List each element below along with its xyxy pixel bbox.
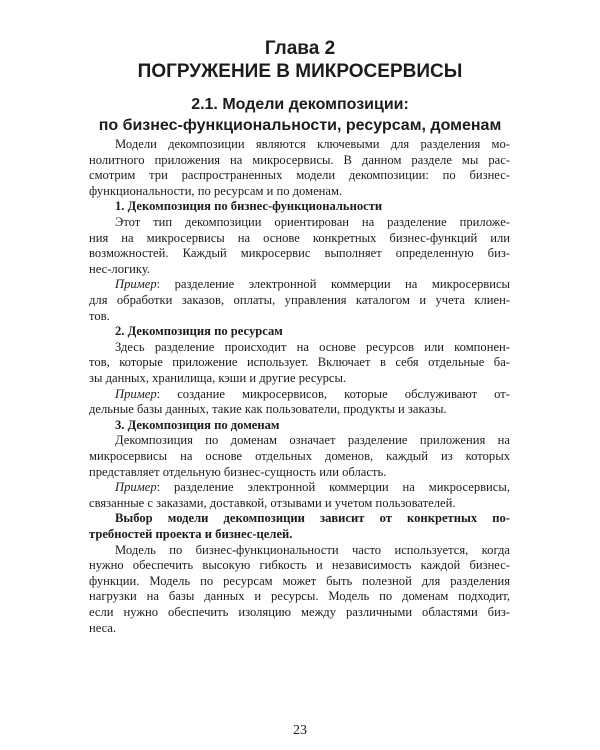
conclusion-line: нагрузки на базы данных и ресурсы. Модель по доменам подходит, <box>89 589 510 604</box>
conclusion-line: функции. Модель по ресурсам может быть полезной для разделения <box>89 573 510 588</box>
paragraph-line: Этот тип декомпозиции ориентирован на разделение приложе- <box>115 215 510 229</box>
page-number: 23 <box>293 723 307 738</box>
conclusion-bold-line: требностей проекта и бизнес-целей. <box>89 527 293 541</box>
example-line <box>115 387 510 402</box>
intro-line: нолитного приложения на микросервисы. В данном разделе мы рас- <box>89 152 510 167</box>
paragraph-line: ния на микросервисы на основе конкретных бизнес-функций или <box>89 230 510 245</box>
conclusion-line: Модель по бизнес-функциональности часто используется, когда <box>115 542 510 557</box>
chapter-number: Глава 2 <box>264 38 336 59</box>
example-line: для обработки заказов, оплаты, управления каталогом и учета клиен- <box>89 293 510 307</box>
example-label: Пример <box>115 386 157 401</box>
paragraph-line: представляет отдельную бизнес-сущность или область. <box>89 464 387 479</box>
subsection-heading-resources: 2. Декомпозиция по ресурсам <box>115 324 283 339</box>
example-line: дельные базы данных, такие как пользователи, продукты и заказы. <box>89 402 447 417</box>
example-line: связанные с заказами, доставкой, отзывами и учетом пользователей. <box>89 495 456 510</box>
example-label: Пример <box>115 277 157 292</box>
intro-line: смотрим три распространенных модели декомпозиции: по бизнес- <box>89 168 510 183</box>
paragraph-line: Декомпозиция по доменам означает разделение приложения на <box>115 433 510 448</box>
conclusion-bold-line: Выбор модели декомпозиции зависит от конкретных по- <box>115 511 510 526</box>
chapter-title: ПОГРУЖЕНИЕ В МИКРОСЕРВИСЫ <box>137 61 463 82</box>
paragraph-line: нес-логику. <box>89 261 151 276</box>
subsection-heading-business: 1. Декомпозиция по бизнес-функциональности <box>115 199 383 214</box>
conclusion-line: неса. <box>89 620 117 635</box>
paragraph-line: возможностей. Каждый микросервис выполняет определенную биз- <box>89 246 510 261</box>
example-line <box>115 480 510 495</box>
example-line: тов. <box>89 308 110 323</box>
intro-line: функциональности, по ресурсам и по доменам. <box>89 183 343 198</box>
subsection-heading-domains: 3. Декомпозиция по доменам <box>115 417 280 432</box>
section-title-line-2: по бизнес-функциональности, ресурсам, доменам <box>98 117 502 134</box>
example-line <box>115 277 510 292</box>
example-label: Пример <box>115 480 157 495</box>
paragraph-line: тов, которые приложение использует. Включает в себя отдельные ба- <box>89 355 510 370</box>
example-text: : создание микросервисов, которые обслуживают от- <box>156 386 510 401</box>
conclusion-line: если нужно обеспечить изоляцию между различными областями биз- <box>89 605 510 619</box>
section-title-line-1: 2.1. Модели декомпозиции: <box>191 96 409 113</box>
intro-line: Модели декомпозиции являются ключевыми для разделения мо- <box>115 137 510 151</box>
example-text: : разделение электронной коммерции на микросервисы, <box>156 480 510 495</box>
paragraph-line: микросервисы на основе отдельных доменов, каждый из которых <box>89 449 510 463</box>
example-text: : разделение электронной коммерции на микросервисы <box>156 277 510 292</box>
conclusion-line: нужно обеспечить высокую гибкость и независимость каждой бизнес- <box>89 558 510 573</box>
paragraph-line: Здесь разделение происходит на основе ресурсов или компонен- <box>115 339 510 354</box>
paragraph-line: зы данных, хранилища, кэши и другие ресурсы. <box>89 371 347 385</box>
